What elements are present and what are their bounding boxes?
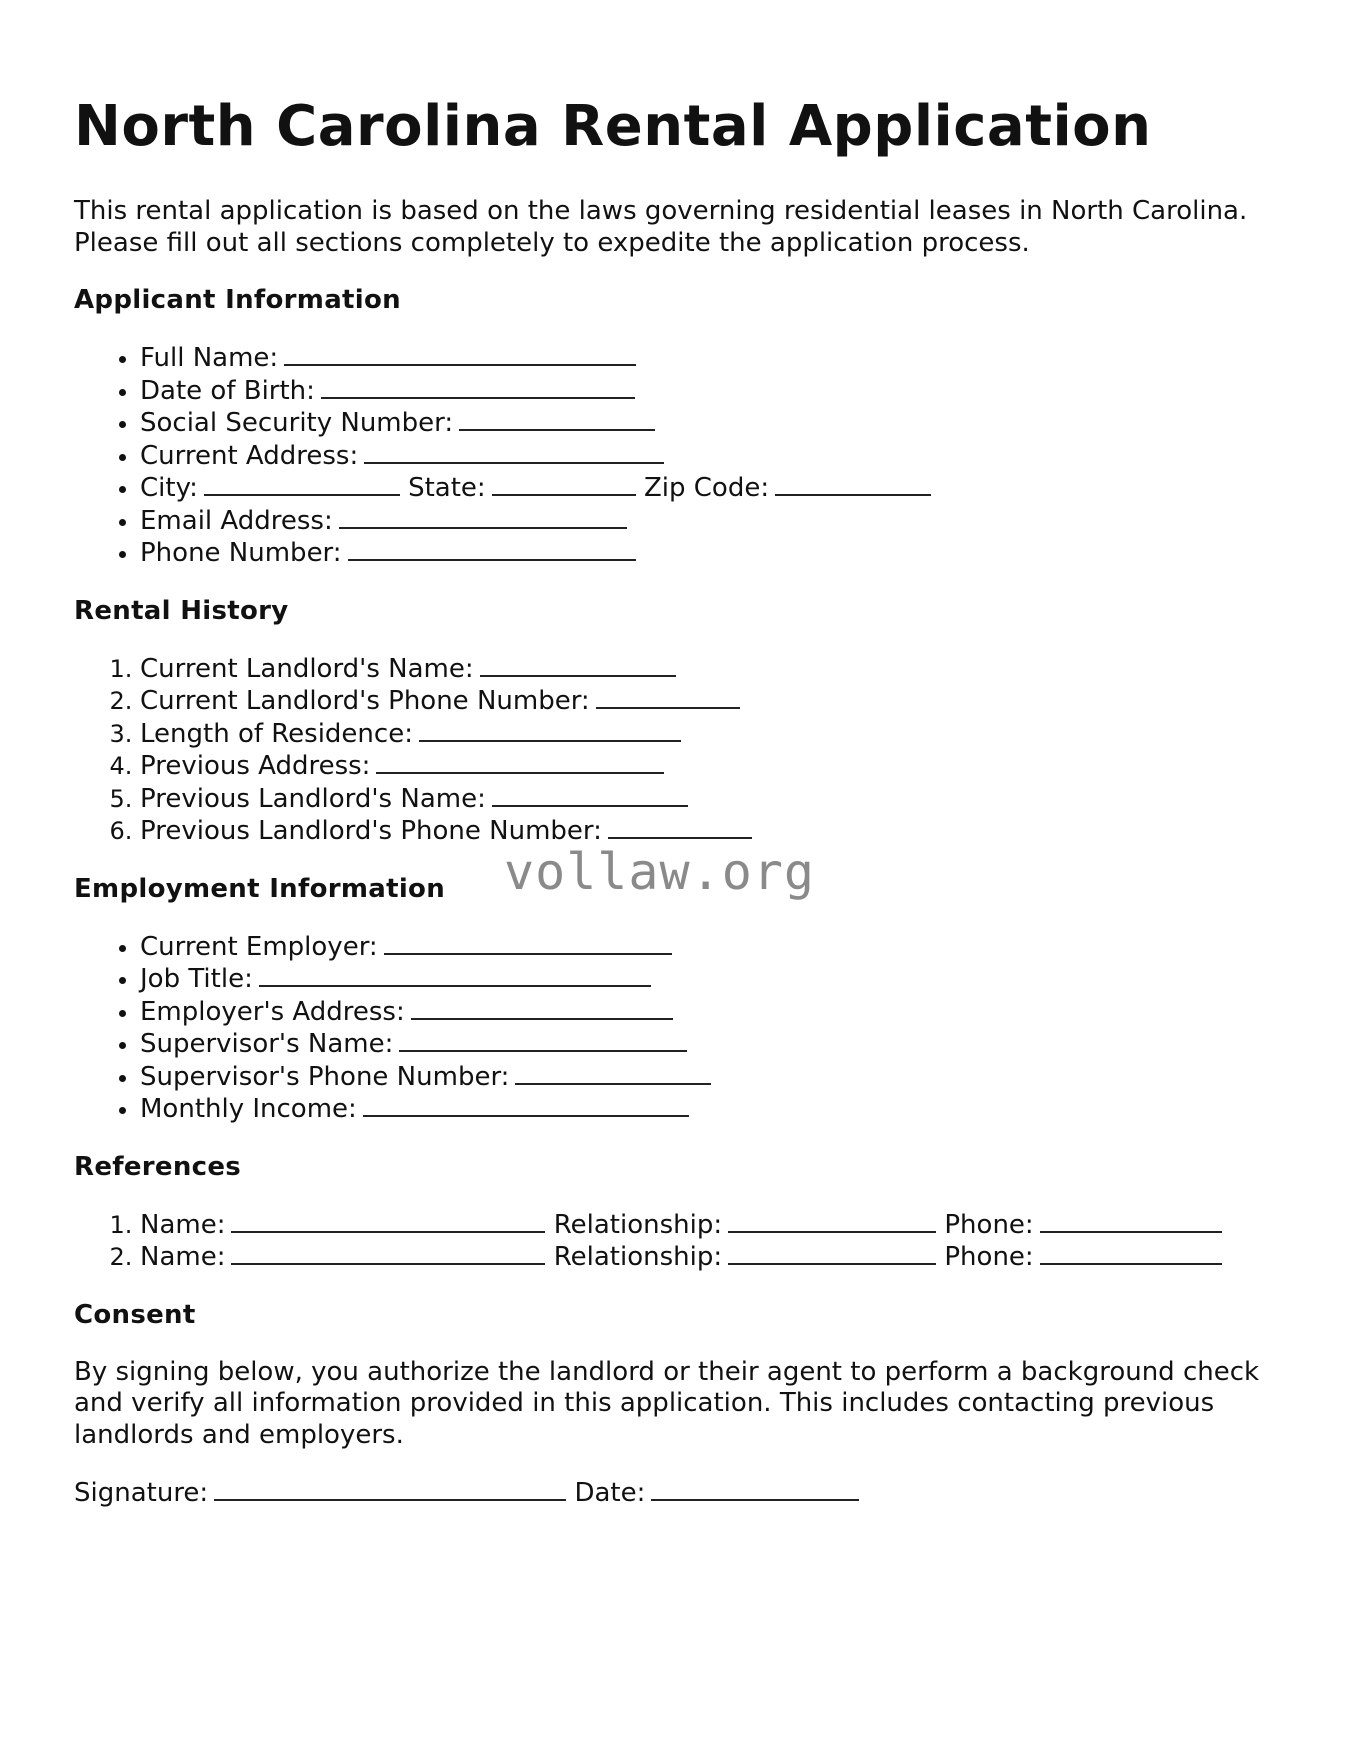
city-blank[interactable] xyxy=(204,472,400,496)
field-blank[interactable] xyxy=(376,750,664,774)
field-label: Current Landlord's Phone Number: xyxy=(140,686,590,716)
list-item xyxy=(140,505,1294,538)
address-blank[interactable] xyxy=(364,440,664,464)
field-label: Current Employer: xyxy=(140,931,378,962)
field-label: Email Address: xyxy=(140,505,333,536)
list-item xyxy=(140,1028,1294,1061)
phone-blank[interactable] xyxy=(348,537,636,561)
field-label: Previous Landlord's Name: xyxy=(140,783,486,814)
field-blank[interactable] xyxy=(515,1061,711,1085)
field-blank[interactable] xyxy=(608,815,752,839)
field-label: Date of Birth: xyxy=(140,375,315,406)
field-blank[interactable] xyxy=(259,963,651,987)
reference-phone-blank[interactable] xyxy=(1040,1241,1222,1265)
field-label: Zip Code: xyxy=(643,473,770,503)
list-item xyxy=(140,1093,1294,1126)
list-item xyxy=(140,783,1294,816)
reference-name-blank[interactable] xyxy=(231,1241,545,1265)
list-item xyxy=(140,963,1294,996)
field-label: Supervisor's Name: xyxy=(140,1029,394,1059)
field-label: City: xyxy=(140,473,198,503)
zip-blank[interactable] xyxy=(775,472,931,496)
section-heading-consent: Consent xyxy=(74,1299,196,1330)
list-item xyxy=(140,472,1294,505)
field-blank[interactable] xyxy=(384,931,672,955)
field-blank[interactable] xyxy=(399,1028,687,1052)
field-label: Relationship: xyxy=(553,1209,723,1240)
field-label: Full Name: xyxy=(140,343,279,373)
list-item xyxy=(140,931,1294,964)
references-list xyxy=(74,1209,1294,1274)
section-heading-references: References xyxy=(74,1151,242,1182)
field-label: Phone: xyxy=(944,1209,1034,1240)
field-label: Name: xyxy=(140,1242,226,1272)
field-blank[interactable] xyxy=(492,783,688,807)
list-item xyxy=(140,1241,1294,1274)
list-item xyxy=(140,375,1294,408)
list-item xyxy=(140,407,1294,440)
field-label: Monthly Income: xyxy=(140,1094,357,1124)
signature-line xyxy=(74,1477,1294,1510)
reference-relationship-blank[interactable] xyxy=(728,1209,936,1233)
field-label: Previous Landlord's Phone Number: xyxy=(140,816,602,846)
list-item xyxy=(140,653,1294,686)
reference-relationship-blank[interactable] xyxy=(728,1241,936,1265)
date-label: Date: xyxy=(574,1478,646,1508)
list-item xyxy=(140,685,1294,718)
field-label: Phone: xyxy=(944,1242,1034,1272)
field-label: Supervisor's Phone Number: xyxy=(140,1061,510,1092)
full-name-blank[interactable] xyxy=(284,342,636,366)
field-label: Name: xyxy=(140,1209,226,1240)
list-item xyxy=(140,996,1294,1029)
section-heading-rental-history: Rental History xyxy=(74,595,289,626)
page-title: North Carolina Rental Application xyxy=(74,94,1152,159)
field-blank[interactable] xyxy=(419,718,681,742)
consent-paragraph: By signing below, you authorize the landlord or their agent to perform a background check and verify all information provided in this application. This includes contacting previous landlords and employers. xyxy=(74,1356,1260,1450)
field-label: Current Address: xyxy=(140,440,359,471)
field-label: Previous Address: xyxy=(140,751,371,781)
list-item xyxy=(140,718,1294,751)
field-label: Phone Number: xyxy=(140,538,342,568)
list-item xyxy=(140,342,1294,375)
field-label: Social Security Number: xyxy=(140,408,454,438)
field-label: Current Landlord's Name: xyxy=(140,653,474,684)
state-blank[interactable] xyxy=(492,472,636,496)
field-label: State: xyxy=(408,473,486,503)
section-heading-applicant: Applicant Information xyxy=(74,285,401,315)
list-item xyxy=(140,537,1294,570)
employment-list xyxy=(74,931,1294,1126)
date-blank[interactable] xyxy=(651,1477,859,1501)
watermark-text: vollaw.org xyxy=(504,843,816,901)
signature-label: Signature: xyxy=(74,1478,209,1508)
field-label: Employer's Address: xyxy=(140,996,405,1027)
intro-paragraph: This rental application is based on the laws governing residential leases in North Carolina. Please fill out all sections completely to expedite the application process. xyxy=(74,196,1248,258)
field-label: Relationship: xyxy=(553,1242,723,1272)
list-item xyxy=(140,750,1294,783)
applicant-list xyxy=(74,342,1294,570)
signature-blank[interactable] xyxy=(214,1477,566,1501)
dob-blank[interactable] xyxy=(321,375,635,399)
reference-name-blank[interactable] xyxy=(231,1209,545,1233)
field-blank[interactable] xyxy=(596,685,740,709)
email-blank[interactable] xyxy=(339,505,627,529)
field-blank[interactable] xyxy=(480,653,676,677)
reference-phone-blank[interactable] xyxy=(1040,1209,1222,1233)
list-item xyxy=(140,1061,1294,1094)
field-label: Job Title: xyxy=(140,964,253,994)
field-blank[interactable] xyxy=(363,1093,689,1117)
section-heading-employment: Employment Information xyxy=(74,873,446,904)
document-page xyxy=(74,92,1294,1510)
list-item xyxy=(140,1209,1294,1242)
rental-history-list xyxy=(74,653,1294,848)
ssn-blank[interactable] xyxy=(459,407,655,431)
field-label: Length of Residence: xyxy=(140,718,413,749)
list-item xyxy=(140,440,1294,473)
field-blank[interactable] xyxy=(411,996,673,1020)
